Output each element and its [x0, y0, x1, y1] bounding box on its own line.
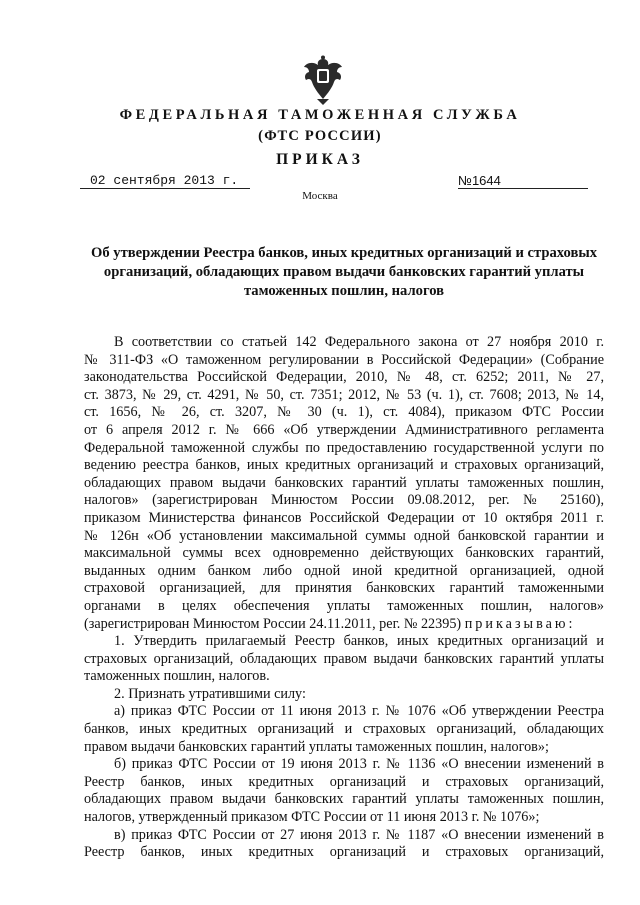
- body-line: № 311-ФЗ «О таможенном регулировании в Российской Федерации» (Собрание: [84, 351, 604, 368]
- item1-line: 1. Утвердить прилагаемый Реестр банков, иных кредитных организаций и: [114, 633, 604, 650]
- item2b-line: обладающих правом выдачи банковских гарантий уплаты таможенных пошлин,: [84, 791, 604, 808]
- item2-line: 2. Признать утратившими силу:: [114, 685, 306, 702]
- agency-name: ФЕДЕРАЛЬНАЯ ТАМОЖЕННАЯ СЛУЖБА: [119, 107, 521, 123]
- item2a-line: правом выдачи банковских гарантий уплаты таможенных пошлин, налогов»;: [84, 738, 549, 755]
- order-word: приказываю:: [464, 615, 576, 632]
- document-body: [84, 334, 604, 862]
- document-number: №1644: [458, 174, 588, 189]
- body-line: приказом Министерства финансов Российской Федерации от 10 октября 2011 г.: [84, 509, 604, 526]
- russian-coat-of-arms-icon: [301, 55, 345, 107]
- body-line: обладающих правом выдачи банковских гарантий уплаты таможенных пошлин,: [84, 474, 604, 491]
- item2c-line: Реестр банков, иных кредитных организаций и страховых организаций,: [84, 844, 604, 861]
- body-line: ст. 1656, № 26, ст. 3207, № 30 (ч. 1), ст. 4084), приказом ФТС России: [84, 404, 604, 421]
- body-line: налогов» (зарегистрирован Минюстом России 09.08.2012, рег. № 25160),: [84, 492, 604, 509]
- title-line: Об утверждении Реестра банков, иных кредитных организаций и страховых: [90, 245, 598, 261]
- body-line: ведению реестра банков, иных кредитных организаций и страховых организаций,: [84, 457, 604, 474]
- item1-line: страховых организаций, обладающих правом выдачи банковских гарантий уплаты: [84, 650, 604, 667]
- body-line: страховой организацией, для принятия банковских гарантий таможенными: [84, 580, 604, 597]
- title-line: организаций, обладающих правом выдачи банковских гарантий уплаты: [103, 264, 585, 280]
- registration-text: (зарегистрирован Минюстом России 24.11.2011, рег. № 22395): [84, 615, 462, 632]
- body-line: от 6 апреля 2012 г. № 666 «Об утверждении Административного регламента: [84, 421, 604, 438]
- body-line: ст. 3873, № 29, ст. 4291, № 50, ст. 7351; 2012, № 53 (ч. 1), ст. 7608; 2013, № 14,: [84, 386, 604, 403]
- item2a-line: банков, иных кредитных организаций и страховых организаций, обладающих: [84, 721, 604, 738]
- body-line: [84, 616, 604, 634]
- item2b-line: Реестр банков, иных кредитных организаций и страховых организаций,: [84, 773, 604, 790]
- body-line: выданных одним банком либо одной иной кредитной организацией, одной: [84, 562, 604, 579]
- agency-abbreviation: (ФТС РОССИИ): [258, 128, 382, 144]
- item2c-line: в) приказ ФТС России от 27 июня 2013 г. № 1187 «О внесении изменений в: [114, 826, 604, 843]
- title-line: таможенных пошлин, налогов: [243, 283, 445, 299]
- document-title: [84, 244, 604, 301]
- document-type: ПРИКАЗ: [276, 151, 364, 168]
- body-line: В соответствии со статьей 142 Федерального закона от 27 ноября 2010 г.: [114, 334, 604, 350]
- item2b-line: налогов, утвержденный приказом ФТС России от 11 июня 2013 г. № 1076»;: [84, 809, 540, 826]
- body-line: законодательства Российской Федерации, 2010, № 48, ст. 6252; 2011, № 27,: [84, 369, 604, 386]
- item2b-line: б) приказ ФТС России от 19 июня 2013 г. № 1136 «О внесении изменений в: [114, 756, 604, 773]
- body-line: органами в целях обеспечения уплаты таможенных пошлин, налогов»: [84, 597, 604, 614]
- item1-line: таможенных пошлин, налогов.: [84, 668, 270, 685]
- body-line: Федеральной таможенной службы по предоставлению государственной услуги по: [84, 439, 604, 456]
- body-line: № 126н «Об установлении максимальной суммы одной банковской гарантии и: [84, 527, 604, 544]
- document-date: 02 сентября 2013 г.: [80, 174, 250, 189]
- body-line: максимальной суммы всех одновременно действующих банковских гарантий,: [84, 545, 604, 562]
- item2a-line: а) приказ ФТС России от 11 июня 2013 г. № 1076 «Об утверждении Реестра: [114, 703, 604, 720]
- document-city: Москва: [302, 190, 338, 202]
